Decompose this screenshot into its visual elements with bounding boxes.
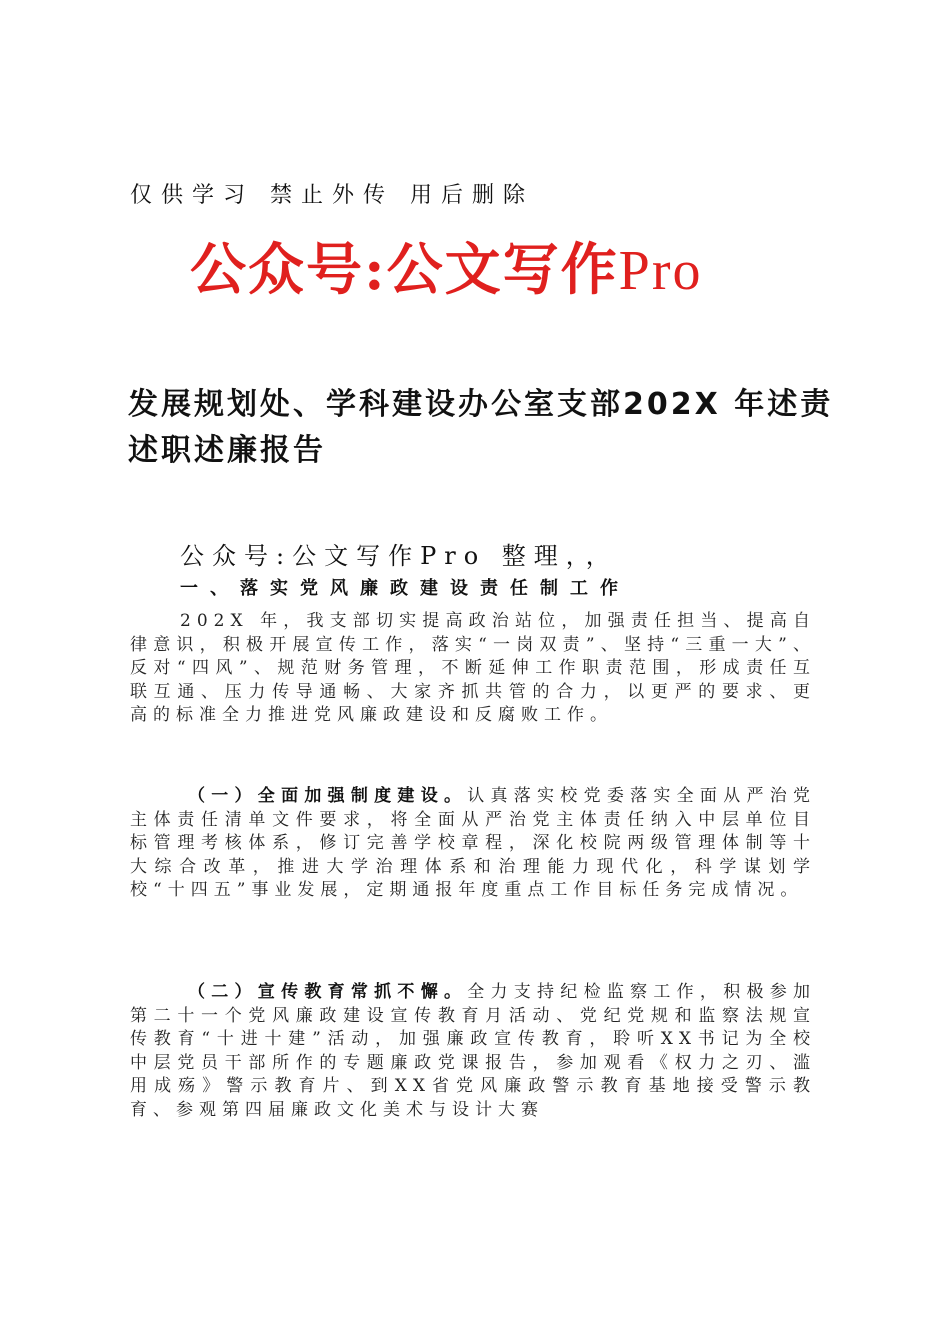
paragraph-education xyxy=(130,981,816,1122)
paragraph-lead: （二）宣传教育常抓不懈。 xyxy=(188,982,468,1002)
paragraph-lead: （一）全面加强制度建设。 xyxy=(188,786,468,806)
paragraph-text: 认真落实校党委落实全面从严治党主体责任清单文件要求，将全面从严治党主体责任纳入中层单位目标管理考核体系，修订完善学校章程，深化校院两级管理体制等十大综合改革，推进大学治理体系和治理能力现代化，科学谋划学校“十四五”事业发展，定期通报年度重点工作目标任务完成情况。 xyxy=(130,786,817,900)
brand-banner xyxy=(190,226,702,306)
usage-notice: 仅供学习 禁止外传 用后删除 xyxy=(130,183,534,208)
document-title: 发展规划处、学科建设办公室支部202X 年述责述职述廉报告 xyxy=(128,387,834,468)
paragraph-text: 202X 年，我支部切实提高政治站位，加强责任担当、提高自律意识，积极开展宣传工作，落实“一岗双责”、坚持“三重一大”、反对“四风”、规范财务管理，不断延伸工作职责范围，形成责任互联互通、压力传导通畅、大家齐抓共管的合力，以更严的要求、更高的标准全力推进党风廉政建设和反腐败工作。 xyxy=(130,611,816,725)
paragraph-text: 全力支持纪检监察工作，积极参加第二十一个党风廉政建设宣传教育月活动、党纪党规和监察法规宣传教育“十进十建”活动，加强廉政宣传教育，聆听XX书记为全校中层党员干部所作的专题廉政党课报告，参加观看《权力之刃、滥用成殇》警示教育片、到XX省党风廉政警示教育基地接受警示教育、参观第四届廉政文化美术与设计大赛 xyxy=(130,982,817,1120)
organizer-line: 公众号:公文写作Pro 整理，， xyxy=(180,542,618,570)
paragraph-system-building xyxy=(130,785,816,903)
brand-main: 公众号:公文写作 xyxy=(190,237,619,303)
paragraph-intro xyxy=(130,610,816,728)
brand-suffix: Pro xyxy=(618,240,703,302)
section-heading: 一、落实党风廉政建设责任制工作 xyxy=(180,578,630,599)
